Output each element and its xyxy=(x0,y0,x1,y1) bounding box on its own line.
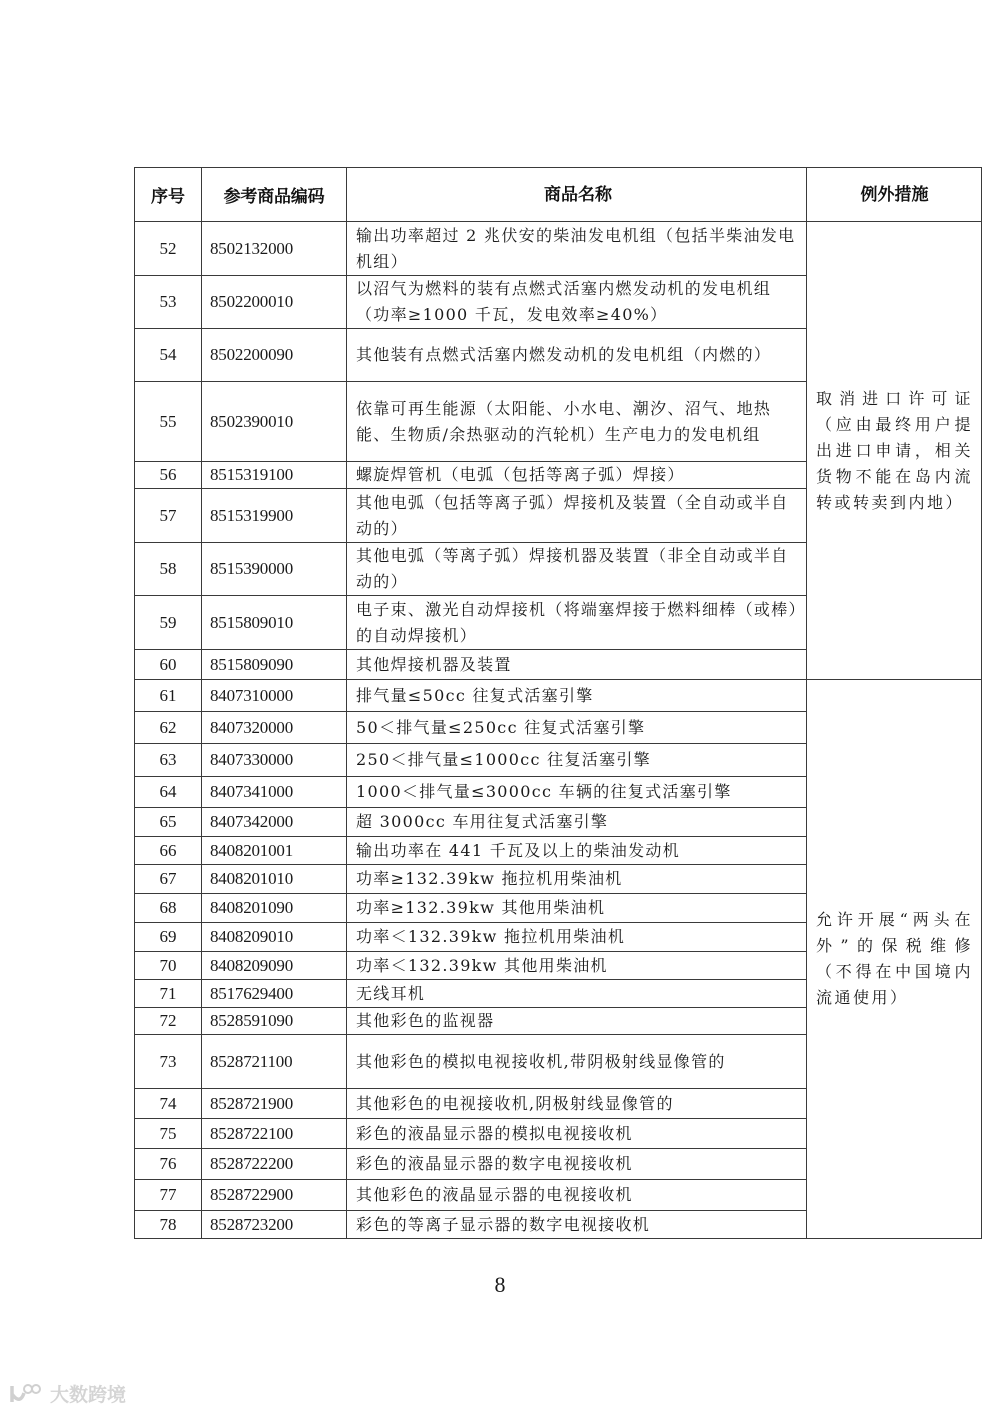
row-number: 55 xyxy=(135,382,202,462)
commodity-code: 8528722900 xyxy=(202,1180,347,1211)
commodity-name: 排气量≤50cc 往复式活塞引擎 xyxy=(347,680,807,712)
commodity-code: 8502200010 xyxy=(202,276,347,329)
commodity-name: 无线耳机 xyxy=(347,980,807,1008)
row-number: 62 xyxy=(135,712,202,744)
commodity-code: 8515390000 xyxy=(202,543,347,596)
table-row xyxy=(135,222,982,276)
row-number: 65 xyxy=(135,808,202,837)
commodity-code: 8515809010 xyxy=(202,596,347,650)
exception-measure: 允许开展“两头在外”的保税维修（不得在中国境内流通使用） xyxy=(807,680,982,1239)
commodity-name: 依靠可再生能源（太阳能、小水电、潮汐、沼气、地热能、生物质/余热驱动的汽轮机）生产电力的发电机组 xyxy=(347,382,807,462)
commodity-code: 8407342000 xyxy=(202,808,347,837)
row-number: 57 xyxy=(135,489,202,543)
commodity-name: 其他焊接机器及装置 xyxy=(347,650,807,680)
row-number: 68 xyxy=(135,894,202,923)
commodity-code: 8528722200 xyxy=(202,1149,347,1180)
row-number: 75 xyxy=(135,1119,202,1149)
commodity-name: 其他装有点燃式活塞内燃发动机的发电机组（内燃的） xyxy=(347,329,807,382)
row-number: 56 xyxy=(135,462,202,489)
watermark-text: 大数跨境 xyxy=(50,1384,127,1406)
table-row xyxy=(135,680,982,712)
commodity-code: 8528721100 xyxy=(202,1035,347,1089)
commodity-code: 8408201010 xyxy=(202,865,347,894)
commodity-table xyxy=(134,167,982,1239)
commodity-code: 8407330000 xyxy=(202,744,347,777)
table-body xyxy=(135,222,982,1239)
header-no: 序号 xyxy=(135,168,202,222)
commodity-code: 8517629400 xyxy=(202,980,347,1008)
commodity-name: 其他彩色的模拟电视接收机,带阴极射线显像管的 xyxy=(347,1035,807,1089)
commodity-name: 功率≥132.39kw 其他用柴油机 xyxy=(347,894,807,923)
row-number: 60 xyxy=(135,650,202,680)
row-number: 77 xyxy=(135,1180,202,1211)
commodity-code: 8407320000 xyxy=(202,712,347,744)
commodity-name: 以沼气为燃料的装有点燃式活塞内燃发动机的发电机组（功率≥1000 千瓦，发电效率≥40%） xyxy=(347,276,807,329)
watermark xyxy=(8,1380,126,1407)
commodity-code: 8502132000 xyxy=(202,222,347,276)
commodity-code: 8528723200 xyxy=(202,1211,347,1239)
commodity-code: 8408209090 xyxy=(202,952,347,980)
header-code: 参考商品编码 xyxy=(202,168,347,222)
row-number: 63 xyxy=(135,744,202,777)
commodity-code: 8515319100 xyxy=(202,462,347,489)
commodity-code: 8528721900 xyxy=(202,1089,347,1119)
commodity-name: 输出功率在 441 千瓦及以上的柴油发动机 xyxy=(347,837,807,865)
commodity-name: 功率≥132.39kw 拖拉机用柴油机 xyxy=(347,865,807,894)
row-number: 53 xyxy=(135,276,202,329)
commodity-name: 彩色的液晶显示器的模拟电视接收机 xyxy=(347,1119,807,1149)
commodity-name: 彩色的等离子显示器的数字电视接收机 xyxy=(347,1211,807,1239)
row-number: 71 xyxy=(135,980,202,1008)
row-number: 61 xyxy=(135,680,202,712)
commodity-name: 其他彩色的液晶显示器的电视接收机 xyxy=(347,1180,807,1211)
commodity-name: 螺旋焊管机（电弧（包括等离子弧）焊接） xyxy=(347,462,807,489)
commodity-code: 8515319900 xyxy=(202,489,347,543)
commodity-name: 电子束、激光自动焊接机（将端塞焊接于燃料细棒（或棒）的自动焊接机） xyxy=(347,596,807,650)
commodity-name: 超 3000cc 车用往复式活塞引擎 xyxy=(347,808,807,837)
row-number: 76 xyxy=(135,1149,202,1180)
row-number: 66 xyxy=(135,837,202,865)
commodity-name: 功率＜132.39kw 拖拉机用柴油机 xyxy=(347,923,807,952)
commodity-name: 250＜排气量≤1000cc 往复活塞引擎 xyxy=(347,744,807,777)
table-header-row xyxy=(135,168,982,222)
commodity-code: 8502200090 xyxy=(202,329,347,382)
row-number: 59 xyxy=(135,596,202,650)
commodity-code: 8408209010 xyxy=(202,923,347,952)
header-name: 商品名称 xyxy=(347,168,807,222)
commodity-name: 50＜排气量≤250cc 往复式活塞引擎 xyxy=(347,712,807,744)
header-exception: 例外措施 xyxy=(807,168,982,222)
commodity-code: 8408201001 xyxy=(202,837,347,865)
commodity-name: 其他彩色的电视接收机,阴极射线显像管的 xyxy=(347,1089,807,1119)
row-number: 64 xyxy=(135,777,202,808)
row-number: 58 xyxy=(135,543,202,596)
row-number: 78 xyxy=(135,1211,202,1239)
exception-measure: 取消进口许可证（应由最终用户提出进口申请，相关货物不能在岛内流转或转卖到内地） xyxy=(807,222,982,680)
page-number: 8 xyxy=(494,1272,506,1297)
commodity-name: 输出功率超过 2 兆伏安的柴油发电机组（包括半柴油发电机组） xyxy=(347,222,807,276)
row-number: 52 xyxy=(135,222,202,276)
row-number: 69 xyxy=(135,923,202,952)
commodity-code: 8408201090 xyxy=(202,894,347,923)
commodity-name: 其他彩色的监视器 xyxy=(347,1008,807,1035)
commodity-code: 8515809090 xyxy=(202,650,347,680)
logo-icon xyxy=(8,1383,46,1405)
commodity-code: 8407310000 xyxy=(202,680,347,712)
commodity-code: 8528722100 xyxy=(202,1119,347,1149)
row-number: 74 xyxy=(135,1089,202,1119)
commodity-code: 8528591090 xyxy=(202,1008,347,1035)
commodity-code: 8407341000 xyxy=(202,777,347,808)
row-number: 72 xyxy=(135,1008,202,1035)
commodity-name: 其他电弧（等离子弧）焊接机器及装置（非全自动或半自动的） xyxy=(347,543,807,596)
row-number: 70 xyxy=(135,952,202,980)
commodity-name: 1000＜排气量≤3000cc 车辆的往复式活塞引擎 xyxy=(347,777,807,808)
row-number: 67 xyxy=(135,865,202,894)
row-number: 73 xyxy=(135,1035,202,1089)
row-number: 54 xyxy=(135,329,202,382)
commodity-code: 8502390010 xyxy=(202,382,347,462)
commodity-name: 彩色的液晶显示器的数字电视接收机 xyxy=(347,1149,807,1180)
commodity-name: 其他电弧（包括等离子弧）焊接机及装置（全自动或半自动的） xyxy=(347,489,807,543)
commodity-name: 功率＜132.39kw 其他用柴油机 xyxy=(347,952,807,980)
